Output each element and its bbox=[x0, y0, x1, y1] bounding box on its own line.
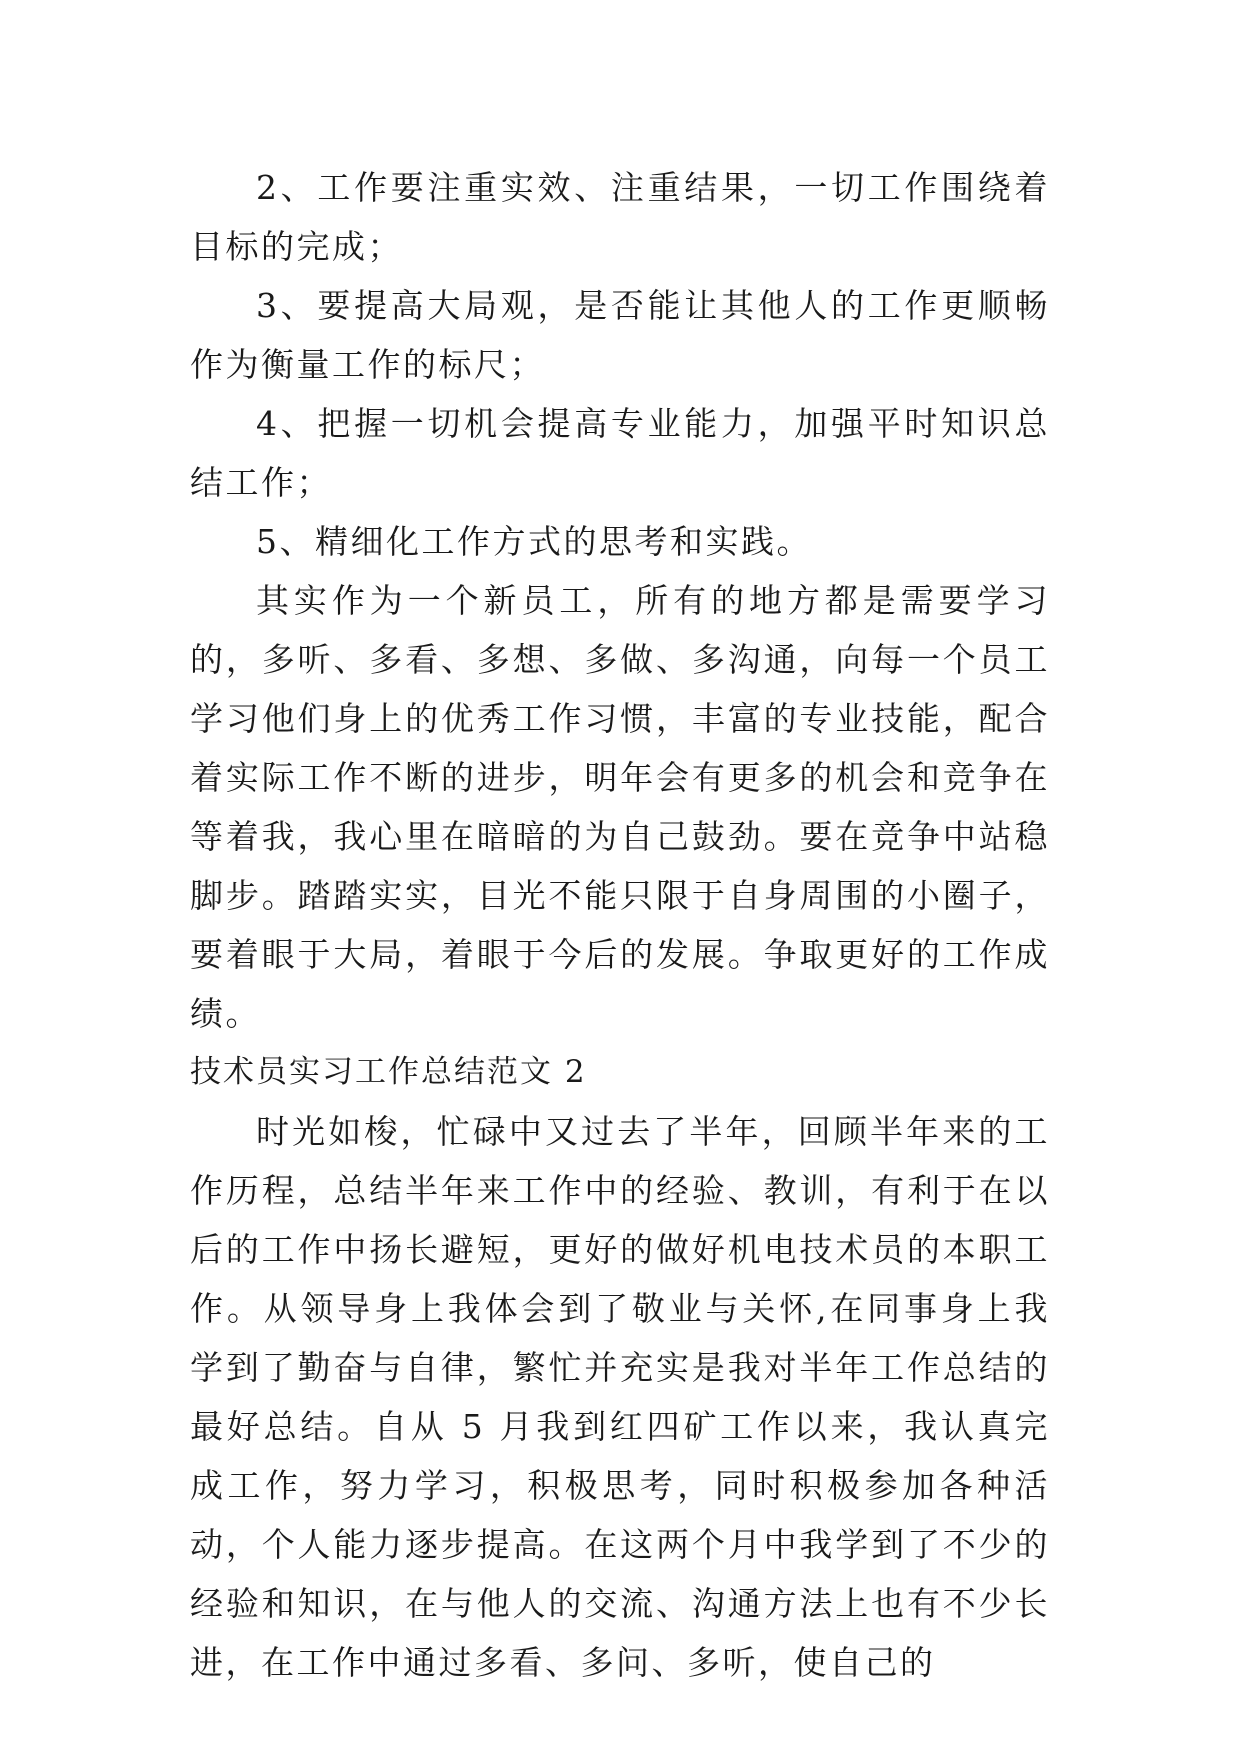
document-body bbox=[190, 158, 1050, 1692]
body-paragraph: 时光如梭，忙碌中又过去了半年，回顾半年来的工作历程，总结半年来工作中的经验、教训，有利于在以后的工作中扬长避短，更好的做好机电技术员的本职工作。从领导身上我体会到了敬业与关怀,在同事身上我学到了勤奋与自律，繁忙并充实是我对半年工作总结的最好总结。自从 5 月我到红四矿工作以来，我认真完成工作，努力学习，积极思考，同时积极参加各种活动，个人能力逐步提高。在这两个月中我学到了不少的经验和知识，在与他人的交流、沟通方法上也有不少长进，在工作中通过多看、多问、多听，使自己的 bbox=[190, 1112, 1050, 1682]
list-item-4: 4、把握一切机会提高专业能力，加强平时知识总结工作； bbox=[190, 404, 1050, 502]
list-item-2: 2、工作要注重实效、注重结果，一切工作围绕着目标的完成； bbox=[190, 168, 1050, 266]
body-paragraph: 其实作为一个新员工，所有的地方都是需要学习的，多听、多看、多想、多做、多沟通，向每一个员工学习他们身上的优秀工作习惯，丰富的专业技能，配合着实际工作不断的进步，明年会有更多的机会和竞争在等着我，我心里在暗暗的为自己鼓劲。要在竞争中站稳脚步。踏踏实实，目光不能只限于自身周围的小圈子，要着眼于大局，着眼于今后的发展。争取更好的工作成绩。 bbox=[190, 581, 1050, 1033]
section-heading: 技术员实习工作总结范文 2 bbox=[190, 1054, 587, 1090]
list-item-3: 3、要提高大局观，是否能让其他人的工作更顺畅作为衡量工作的标尺； bbox=[190, 286, 1050, 384]
list-item-5: 5、精细化工作方式的思考和实践。 bbox=[256, 522, 812, 561]
